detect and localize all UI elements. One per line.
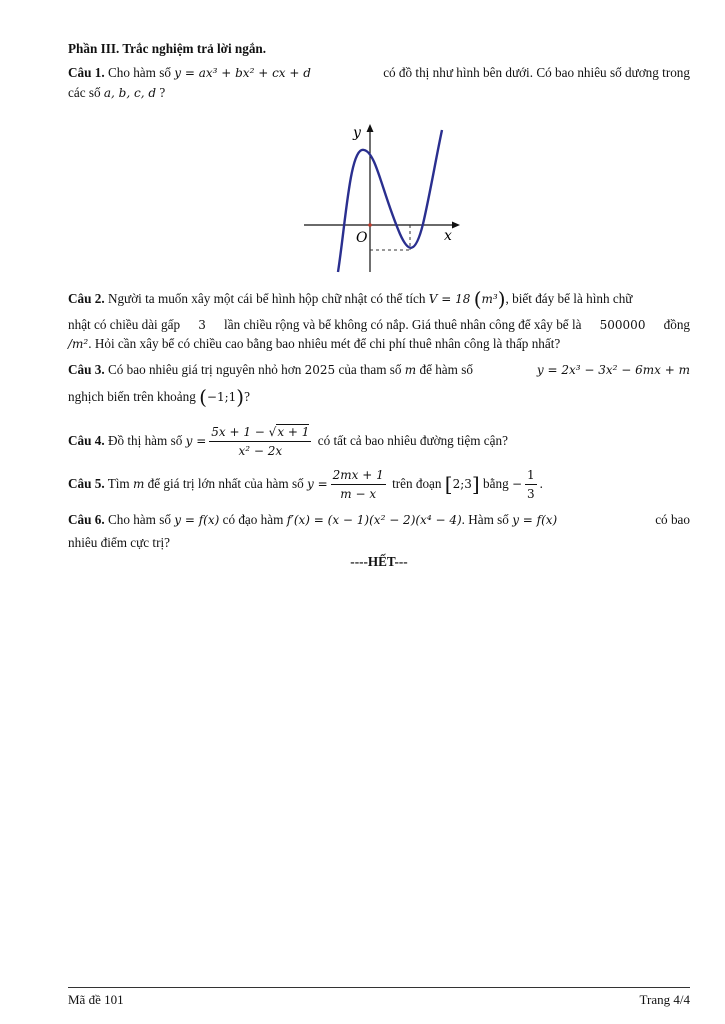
q5-value-denominator: 3 xyxy=(527,487,535,502)
cubic-curve xyxy=(338,130,442,272)
footer-divider xyxy=(68,987,690,988)
q5-minus: − xyxy=(511,477,523,491)
q3-function: y = 2x³ − 3x² − 6mx + m xyxy=(536,363,690,377)
q1-line2-a: các số xyxy=(68,85,101,100)
q4-y-eq: y = xyxy=(185,434,207,448)
cubic-graph xyxy=(304,122,464,277)
q3-line-1 xyxy=(68,361,690,379)
origin-label: O xyxy=(356,230,368,246)
q2-line3-b: . Hỏi cần xây bể có chiều cao bằng bao nhiêu mét để chi phí thuê nhân công là thấp nhất? xyxy=(88,336,561,351)
q3-line2-b: ? xyxy=(244,389,250,404)
q3-param: m xyxy=(404,363,417,377)
q2-unit: m³ xyxy=(481,292,498,306)
q4-denominator: x² − 2x xyxy=(238,444,283,459)
y-axis-label: y xyxy=(353,125,361,141)
q5-end: . xyxy=(539,476,543,491)
q6-text-a: Cho hàm số xyxy=(107,512,171,527)
q2-line3-unit: /m² xyxy=(68,337,89,351)
q1-line-2 xyxy=(68,84,165,102)
q2-ratio: 3 xyxy=(198,318,206,332)
x-axis-arrow xyxy=(452,222,460,229)
q5-fraction xyxy=(331,467,386,502)
q3-line1-b: của tham số xyxy=(338,362,402,377)
q6-text-b: có đạo hàm xyxy=(222,512,284,527)
q5-value-fraction xyxy=(525,467,537,502)
q6-line-2: nhiêu điểm cực trị? xyxy=(68,535,170,550)
q2-line1-b: , biết đáy bể là hình chữ xyxy=(505,291,633,306)
q1-text-b: có đồ thị như hình bên dưới. Có bao nhiêu số dương trong xyxy=(383,65,690,80)
q2-line1-a: Người ta muốn xây một cái bể hình hộp chữ nhật có thể tích xyxy=(107,291,426,306)
q5-numerator: 2mx + 1 xyxy=(331,467,386,485)
q3-line1-c: để hàm số xyxy=(419,362,473,377)
x-axis-label: x xyxy=(444,228,452,244)
q4-numerator-a: 5x + 1 − xyxy=(211,425,265,440)
q5-value-numerator: 1 xyxy=(525,467,537,485)
q5-param: m xyxy=(132,477,145,491)
origin-point xyxy=(368,223,372,227)
section-title: Phần III. Trắc nghiệm trả lời ngắn. xyxy=(68,41,267,56)
q1-function: y = ax³ + bx² + cx + d xyxy=(174,66,311,80)
q2-line-1: Câu 2. Người ta muốn xây một cái bể hình hộp chữ nhật có thể tích V = 18 (m³), biết đáy bể là hình chữ xyxy=(68,287,633,311)
q4-fraction: $\frac{5x + 1 - √x + 1}{\text{x² − 2x}}$ xyxy=(211,425,310,459)
q5-line: Câu 5. Tìm m để giá trị lớn nhất của hàm số y = $\frac{2mx + 1}{m - x}$ trên đoạn [2;3] bằng − $\frac{1}{3}$ . xyxy=(68,468,543,502)
q2-volume: V = 18 xyxy=(428,292,471,306)
q2-label: Câu 2. xyxy=(68,291,105,306)
q6-function-2: y = f(x) xyxy=(512,513,558,527)
q6-function: y = f(x) xyxy=(174,513,220,527)
q4-text-b: có tất cả bao nhiêu đường tiệm cận? xyxy=(317,433,508,448)
q6-text-c: . Hàm số xyxy=(461,512,509,527)
q4-line xyxy=(68,421,508,461)
q3-label: Câu 3. xyxy=(68,362,105,377)
q5-text-a: Tìm xyxy=(107,476,130,491)
q5-label: Câu 5. xyxy=(68,476,105,491)
q3-bound: 2025 xyxy=(304,363,336,377)
q6-label: Câu 6. xyxy=(68,512,105,527)
q2-line2-a: nhật có chiều dài gấp xyxy=(68,317,181,332)
q2-line-3 xyxy=(68,335,560,353)
q1-text-a: Cho hàm số xyxy=(107,65,171,80)
q3-line-2: nghịch biến trên khoảng (−1;1)? xyxy=(68,385,250,409)
q6-derivative: f′(x) = (x − 1)(x² − 2)(x⁴ − 4) xyxy=(286,513,462,527)
footer-exam-code: Mã đề 101 xyxy=(68,992,124,1007)
footer-page-number: Trang 4/4 xyxy=(639,992,690,1007)
q5-text-c: trên đoạn xyxy=(392,476,442,491)
q3-line2-a: nghịch biến trên khoảng xyxy=(68,389,196,404)
q3-interval: −1;1 xyxy=(206,390,237,404)
q5-text-b: để giá trị lớn nhất của hàm số xyxy=(147,476,304,491)
q5-y-eq: y = xyxy=(307,477,328,491)
q4-text-a: Đồ thị hàm số xyxy=(107,433,183,448)
q6-text-d: có bao xyxy=(655,512,690,527)
q1-line2-b: ? xyxy=(159,85,166,100)
q5-text-d: bằng xyxy=(483,476,509,491)
q2-line2-c: đồng xyxy=(663,317,690,332)
q2-line2-b: lần chiều rộng và bể không có nắp. Giá thuê nhân công để xây bể là xyxy=(224,317,582,332)
q2-line-2 xyxy=(68,316,690,334)
q5-interval: 2;3 xyxy=(452,477,472,491)
q4-label: Câu 4. xyxy=(68,433,105,448)
q2-price: 500000 xyxy=(599,318,646,332)
q1-variables: a, b, c, d xyxy=(103,86,157,100)
q3-line1-a: Có bao nhiêu giá trị nguyên nhỏ hơn xyxy=(107,362,302,377)
q6-line-1 xyxy=(68,511,690,529)
y-axis-arrow xyxy=(367,124,374,132)
q1-line-1 xyxy=(68,64,690,82)
q5-denominator: m − x xyxy=(340,487,377,502)
q4-numerator-sqrt: x + 1 xyxy=(277,425,310,440)
q1-label: Câu 1. xyxy=(68,65,105,80)
end-mark: ----HẾT--- xyxy=(350,554,408,569)
